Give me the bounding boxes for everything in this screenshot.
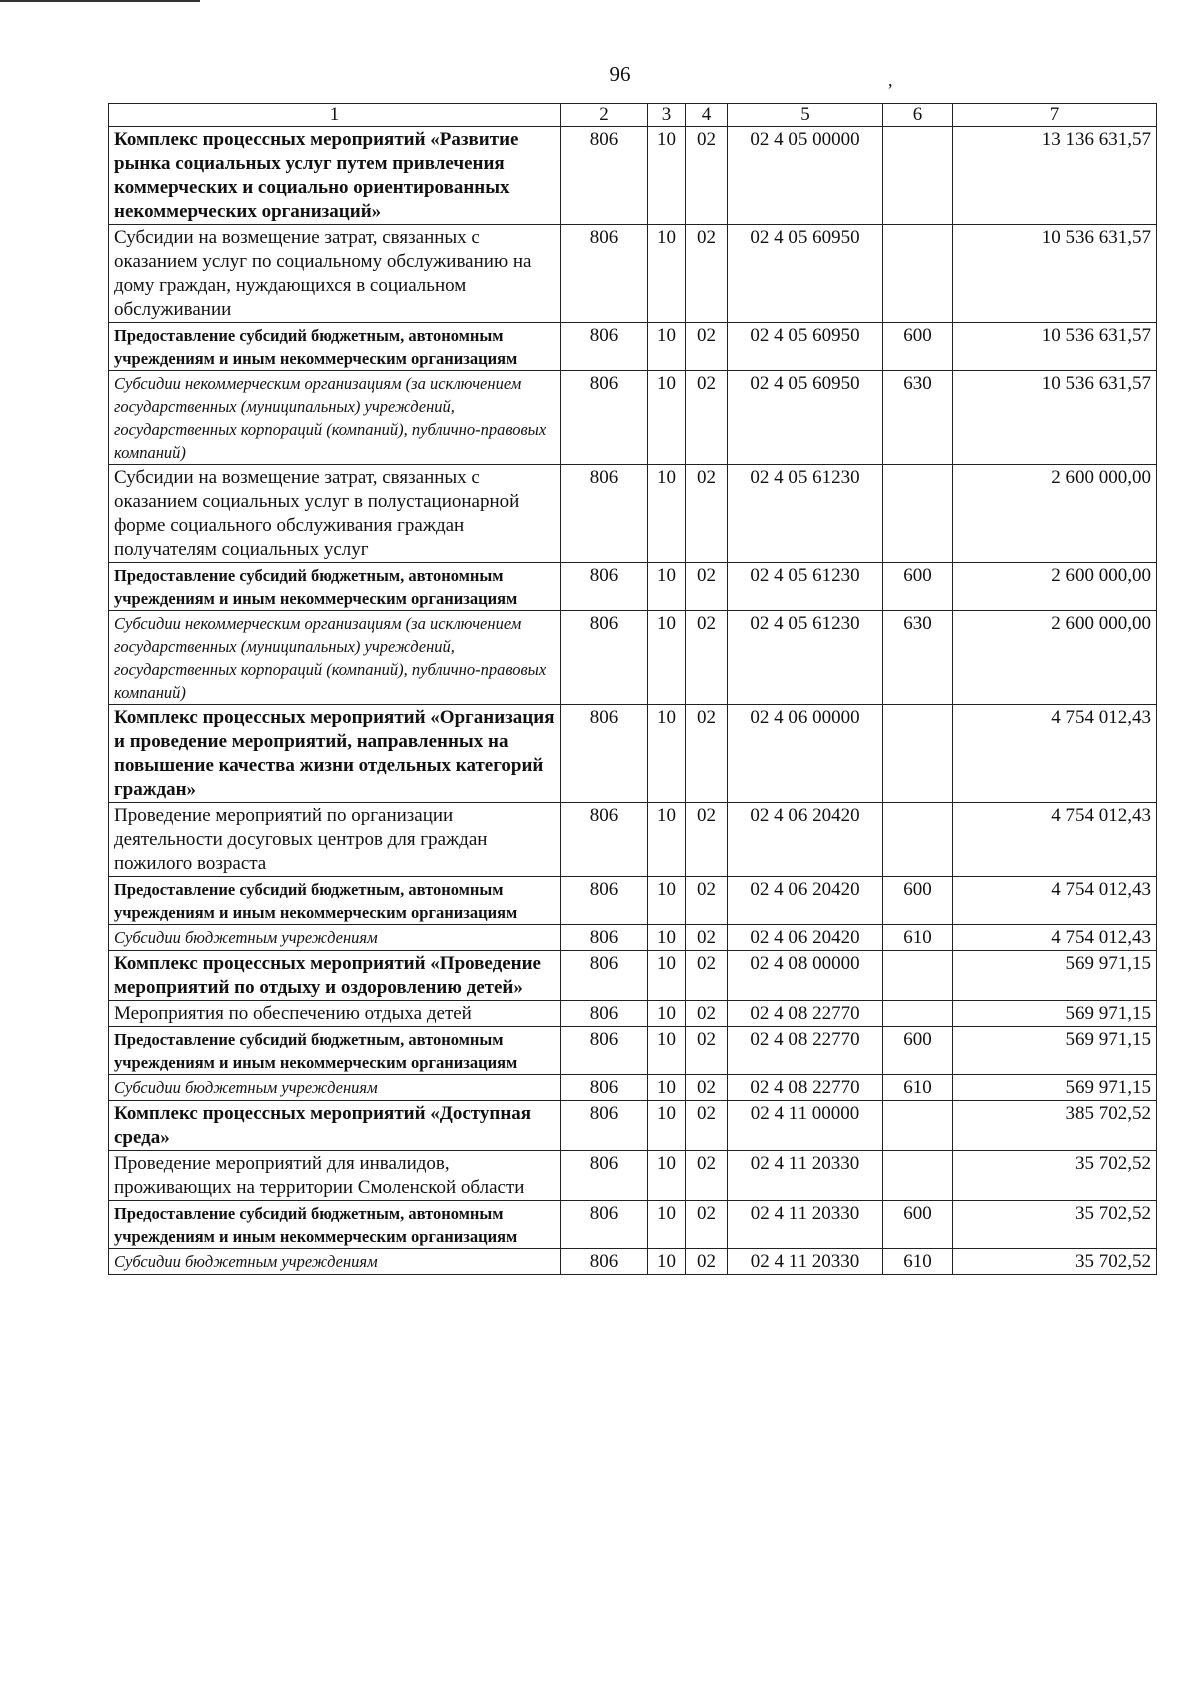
- row-section-code: 10: [648, 1001, 686, 1027]
- row-subsection-code: 02: [686, 1001, 728, 1027]
- table-row: [109, 925, 1157, 951]
- row-ministry-code: 806: [561, 951, 648, 1001]
- column-header: 1: [109, 104, 561, 127]
- row-subsection-code: 02: [686, 803, 728, 877]
- row-target-article: 02 4 06 20420: [728, 803, 883, 877]
- row-section-code: 10: [648, 803, 686, 877]
- row-description: Предоставление субсидий бюджетным, автономным учреждениям и иным некоммерческим организациям: [109, 1201, 561, 1249]
- row-subsection-code: 02: [686, 323, 728, 371]
- row-expense-type: 610: [883, 1249, 953, 1275]
- row-ministry-code: 806: [561, 1151, 648, 1201]
- row-expense-type: 600: [883, 877, 953, 925]
- table-row: [109, 951, 1157, 1001]
- row-expense-type: [883, 127, 953, 225]
- table-row: [109, 1027, 1157, 1075]
- row-amount: 35 702,52: [953, 1249, 1157, 1275]
- row-expense-type: [883, 1001, 953, 1027]
- row-description: Субсидии некоммерческим организациям (за исключением государственных (муниципальных) учреждений, государственных корпораций (компаний), публично-правовых компаний): [109, 611, 561, 705]
- column-header: 6: [883, 104, 953, 127]
- row-expense-type: 630: [883, 611, 953, 705]
- row-target-article: 02 4 05 00000: [728, 127, 883, 225]
- table-row: [109, 323, 1157, 371]
- row-description: Проведение мероприятий для инвалидов, проживающих на территории Смоленской области: [109, 1151, 561, 1201]
- row-target-article: 02 4 05 61230: [728, 563, 883, 611]
- row-subsection-code: 02: [686, 1101, 728, 1151]
- row-subsection-code: 02: [686, 1249, 728, 1275]
- row-ministry-code: 806: [561, 1201, 648, 1249]
- row-expense-type: [883, 465, 953, 563]
- row-ministry-code: 806: [561, 925, 648, 951]
- row-expense-type: [883, 1101, 953, 1151]
- budget-table: [108, 103, 1157, 1275]
- table-row: [109, 127, 1157, 225]
- row-subsection-code: 02: [686, 563, 728, 611]
- row-description: Субсидии бюджетным учреждениям: [109, 1249, 561, 1275]
- row-target-article: 02 4 11 20330: [728, 1249, 883, 1275]
- row-subsection-code: 02: [686, 951, 728, 1001]
- row-section-code: 10: [648, 323, 686, 371]
- row-target-article: 02 4 05 60950: [728, 371, 883, 465]
- row-amount: 2 600 000,00: [953, 611, 1157, 705]
- row-ministry-code: 806: [561, 705, 648, 803]
- row-amount: 4 754 012,43: [953, 925, 1157, 951]
- table-row: [109, 877, 1157, 925]
- row-description: Субсидии на возмещение затрат, связанных с оказанием социальных услуг в полустационарной форме социального обслуживания граждан получателям социальных услуг: [109, 465, 561, 563]
- row-ministry-code: 806: [561, 127, 648, 225]
- row-target-article: 02 4 06 20420: [728, 925, 883, 951]
- table-row: [109, 563, 1157, 611]
- row-target-article: 02 4 05 60950: [728, 225, 883, 323]
- row-amount: 569 971,15: [953, 951, 1157, 1001]
- row-subsection-code: 02: [686, 1027, 728, 1075]
- row-target-article: 02 4 05 60950: [728, 323, 883, 371]
- row-ministry-code: 806: [561, 323, 648, 371]
- row-section-code: 10: [648, 371, 686, 465]
- column-header: 7: [953, 104, 1157, 127]
- table-row: [109, 1001, 1157, 1027]
- row-amount: 4 754 012,43: [953, 705, 1157, 803]
- row-ministry-code: 806: [561, 611, 648, 705]
- table-row: [109, 1249, 1157, 1275]
- row-ministry-code: 806: [561, 465, 648, 563]
- row-ministry-code: 806: [561, 1101, 648, 1151]
- row-section-code: 10: [648, 563, 686, 611]
- row-amount: 569 971,15: [953, 1027, 1157, 1075]
- row-description: Проведение мероприятий по организации деятельности досуговых центров для граждан пожилого возраста: [109, 803, 561, 877]
- row-amount: 35 702,52: [953, 1151, 1157, 1201]
- row-section-code: 10: [648, 1075, 686, 1101]
- row-amount: 2 600 000,00: [953, 465, 1157, 563]
- row-expense-type: 600: [883, 563, 953, 611]
- table-row: [109, 1075, 1157, 1101]
- row-subsection-code: 02: [686, 877, 728, 925]
- row-amount: 35 702,52: [953, 1201, 1157, 1249]
- row-expense-type: [883, 951, 953, 1001]
- row-description: Мероприятия по обеспечению отдыха детей: [109, 1001, 561, 1027]
- table-row: [109, 705, 1157, 803]
- table-row: [109, 465, 1157, 563]
- table-row: [109, 1101, 1157, 1151]
- row-amount: 4 754 012,43: [953, 877, 1157, 925]
- column-header: 2: [561, 104, 648, 127]
- row-ministry-code: 806: [561, 803, 648, 877]
- row-amount: 10 536 631,57: [953, 225, 1157, 323]
- row-amount: 10 536 631,57: [953, 371, 1157, 465]
- row-target-article: 02 4 05 61230: [728, 611, 883, 705]
- row-target-article: 02 4 06 20420: [728, 877, 883, 925]
- row-section-code: 10: [648, 1027, 686, 1075]
- row-section-code: 10: [648, 1249, 686, 1275]
- row-ministry-code: 806: [561, 877, 648, 925]
- row-target-article: 02 4 11 00000: [728, 1101, 883, 1151]
- row-description: Субсидии бюджетным учреждениям: [109, 1075, 561, 1101]
- row-subsection-code: 02: [686, 127, 728, 225]
- column-header: 5: [728, 104, 883, 127]
- row-amount: 2 600 000,00: [953, 563, 1157, 611]
- row-target-article: 02 4 06 00000: [728, 705, 883, 803]
- row-section-code: 10: [648, 465, 686, 563]
- row-expense-type: 610: [883, 925, 953, 951]
- row-description: Предоставление субсидий бюджетным, автономным учреждениям и иным некоммерческим организациям: [109, 323, 561, 371]
- row-section-code: 10: [648, 951, 686, 1001]
- row-expense-type: 630: [883, 371, 953, 465]
- column-number-row: [109, 104, 1157, 127]
- row-description: Предоставление субсидий бюджетным, автономным учреждениям и иным некоммерческим организациям: [109, 877, 561, 925]
- row-description: Предоставление субсидий бюджетным, автономным учреждениям и иным некоммерческим организациям: [109, 1027, 561, 1075]
- row-section-code: 10: [648, 127, 686, 225]
- table-row: [109, 1151, 1157, 1201]
- row-amount: 569 971,15: [953, 1001, 1157, 1027]
- row-expense-type: 600: [883, 1027, 953, 1075]
- page-number: 96: [609, 62, 631, 86]
- row-section-code: 10: [648, 877, 686, 925]
- row-expense-type: [883, 803, 953, 877]
- column-header: 3: [648, 104, 686, 127]
- row-subsection-code: 02: [686, 925, 728, 951]
- row-amount: 13 136 631,57: [953, 127, 1157, 225]
- row-amount: 385 702,52: [953, 1101, 1157, 1151]
- row-ministry-code: 806: [561, 563, 648, 611]
- scan-mark: ,: [888, 70, 893, 90]
- row-target-article: 02 4 08 22770: [728, 1027, 883, 1075]
- row-section-code: 10: [648, 1101, 686, 1151]
- row-section-code: 10: [648, 925, 686, 951]
- row-target-article: 02 4 11 20330: [728, 1201, 883, 1249]
- row-description: Предоставление субсидий бюджетным, автономным учреждениям и иным некоммерческим организациям: [109, 563, 561, 611]
- row-subsection-code: 02: [686, 225, 728, 323]
- row-description: Субсидии бюджетным учреждениям: [109, 925, 561, 951]
- scan-edge-line: [0, 0, 200, 2]
- row-target-article: 02 4 05 61230: [728, 465, 883, 563]
- row-subsection-code: 02: [686, 1201, 728, 1249]
- row-expense-type: [883, 1151, 953, 1201]
- row-section-code: 10: [648, 611, 686, 705]
- table-row: [109, 611, 1157, 705]
- row-amount: 4 754 012,43: [953, 803, 1157, 877]
- row-description: Субсидии на возмещение затрат, связанных с оказанием услуг по социальному обслуживанию на дому граждан, нуждающихся в социальном обслуживании: [109, 225, 561, 323]
- row-expense-type: [883, 705, 953, 803]
- row-target-article: 02 4 08 22770: [728, 1001, 883, 1027]
- row-subsection-code: 02: [686, 611, 728, 705]
- row-section-code: 10: [648, 1201, 686, 1249]
- row-expense-type: 600: [883, 1201, 953, 1249]
- row-ministry-code: 806: [561, 1001, 648, 1027]
- row-expense-type: 600: [883, 323, 953, 371]
- row-target-article: 02 4 11 20330: [728, 1151, 883, 1201]
- table-body: [109, 127, 1157, 1275]
- row-subsection-code: 02: [686, 1075, 728, 1101]
- row-ministry-code: 806: [561, 371, 648, 465]
- row-description: Комплекс процессных мероприятий «Доступная среда»: [109, 1101, 561, 1151]
- table-row: [109, 225, 1157, 323]
- table-row: [109, 803, 1157, 877]
- row-description: Комплекс процессных мероприятий «Организация и проведение мероприятий, направленных на повышение качества жизни отдельных категорий граждан»: [109, 705, 561, 803]
- row-section-code: 10: [648, 705, 686, 803]
- column-header: 4: [686, 104, 728, 127]
- row-ministry-code: 806: [561, 1249, 648, 1275]
- row-description: Субсидии некоммерческим организациям (за исключением государственных (муниципальных) учреждений, государственных корпораций (компаний), публично-правовых компаний): [109, 371, 561, 465]
- row-target-article: 02 4 08 22770: [728, 1075, 883, 1101]
- row-subsection-code: 02: [686, 705, 728, 803]
- row-amount: 569 971,15: [953, 1075, 1157, 1101]
- row-target-article: 02 4 08 00000: [728, 951, 883, 1001]
- row-ministry-code: 806: [561, 225, 648, 323]
- table-row: [109, 1201, 1157, 1249]
- row-subsection-code: 02: [686, 371, 728, 465]
- row-description: Комплекс процессных мероприятий «Проведение мероприятий по отдыху и оздоровлению детей»: [109, 951, 561, 1001]
- row-expense-type: 610: [883, 1075, 953, 1101]
- row-ministry-code: 806: [561, 1027, 648, 1075]
- row-section-code: 10: [648, 1151, 686, 1201]
- row-ministry-code: 806: [561, 1075, 648, 1101]
- row-expense-type: [883, 225, 953, 323]
- row-amount: 10 536 631,57: [953, 323, 1157, 371]
- table-row: [109, 371, 1157, 465]
- row-subsection-code: 02: [686, 465, 728, 563]
- row-subsection-code: 02: [686, 1151, 728, 1201]
- row-description: Комплекс процессных мероприятий «Развитие рынка социальных услуг путем привлечения коммерческих и социально ориентированных некоммерческих организаций»: [109, 127, 561, 225]
- row-section-code: 10: [648, 225, 686, 323]
